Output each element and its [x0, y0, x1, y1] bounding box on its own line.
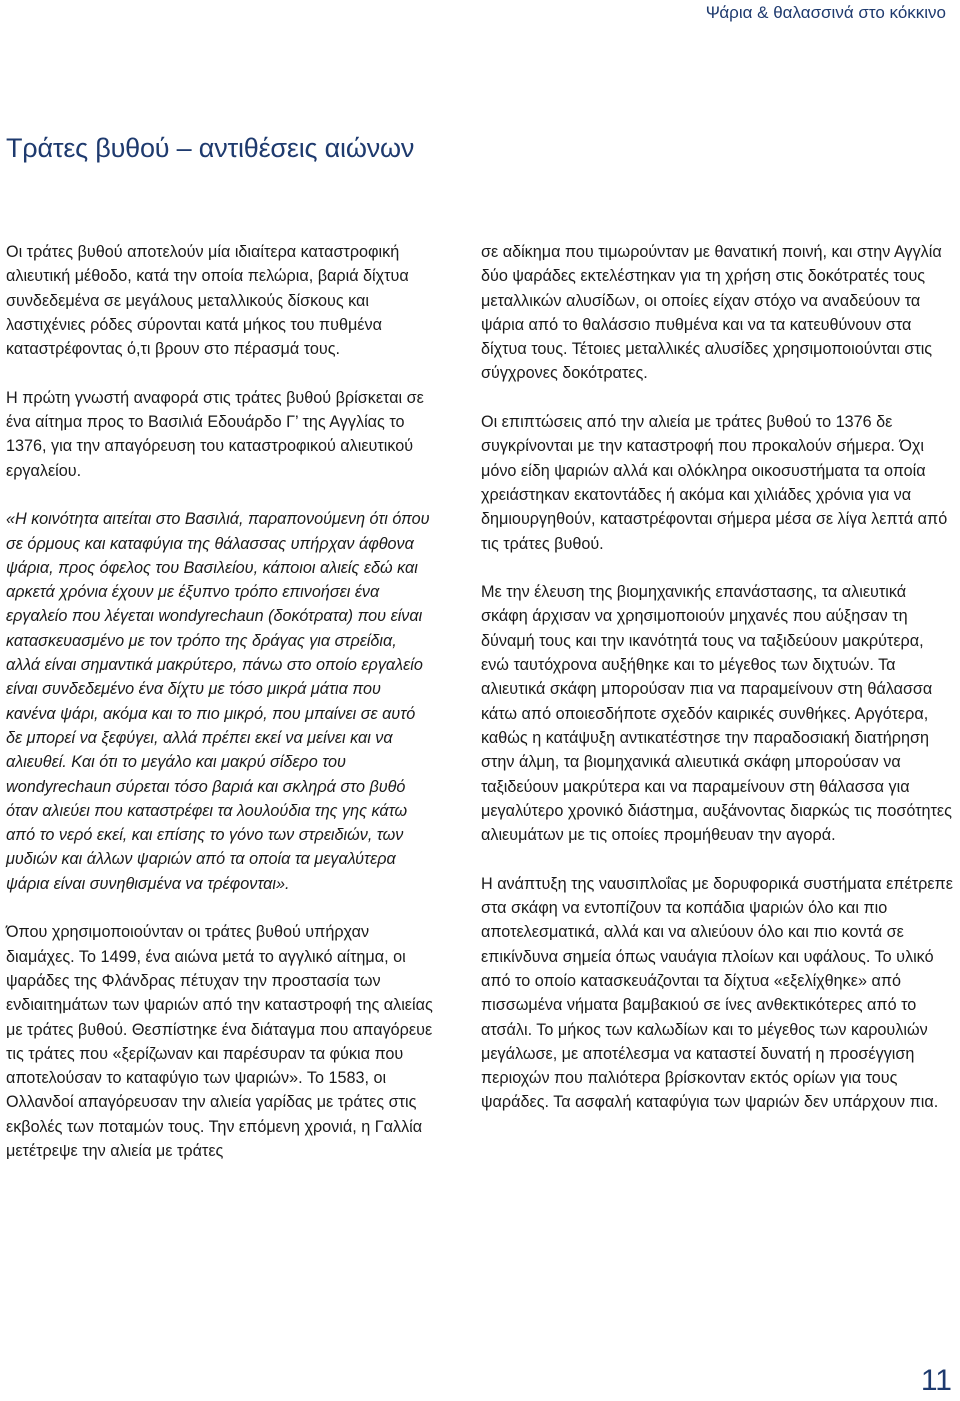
right-paragraph-3: Με την έλευση της βιομηχανικής επανάστασης, τα αλιευτικά σκάφη άρχισαν να χρησιμοποιούν μηχανές που αύξησαν τη δύναμή τους και την ικανότητά τους να ταξιδεύουν μακρύτερα, ενώ ταυτόχρονα αυξήθηκε και το μέγεθος των διχτυών. Τα αλιευτικά σκάφη μπορούσαν πια να παραμείνουν στη θάλασσα κάτω από οποιεσδήποτε σχεδόν καιρικές συνθήκες. Αργότερα, καθώς η κατάψυξη αντικατέστησε την παραδοσιακή διατήρηση στην άλμη, τα βιομηχανικά αλιευτικά σκάφη μπορούσαν να ταξιδεύουν μακρύτερα και να παραμείνουν στη θάλασσα για μεγαλύτερο χρονικό διάστημα, αυξάνοντας διαρκώς τις ποσότητες αλιευμάτων με τις οποίες προμήθευαν την αγορά.: [481, 583, 952, 845]
page-number: 11: [920, 1364, 952, 1397]
left-column: [6, 240, 434, 1163]
right-paragraph-1: σε αδίκημα που τιμωρούνταν με θανατική ποινή, και στην Αγγλία δύο ψαράδες εκτελέστηκαν για τη χρήση στις δοκότρατές τους μεταλλικών αλυσίδων, οι οποίες είχαν στόχο να αναδεύουν τα ψάρια από το θαλάσσιο πυθμένα και να τα κατευθύνουν στα δίχτυα τους. Τέτοιες μεταλλικές αλυσίδες χρησιμοποιούνται στις σύγχρονες δοκότρατες.: [481, 243, 942, 383]
left-paragraph-1: Οι τράτες βυθού αποτελούν μία ιδιαίτερα καταστροφική αλιευτική μέθοδο, κατά την οποία πελώρια, βαριά δίχτυα συνδεδεμένα σε μεγάλους μεταλλικούς δίσκους και λαστιχένιες ρόδες σύρονται κατά μήκος του πυθμένα καταστρέφοντας ό,τι βρουν στο πέρασμά τους.: [6, 243, 409, 359]
petition-quote: «Η κοινότητα αιτείται στο Βασιλιά, παραπονούμενη ότι όπου σε όρμους και καταφύγια της θάλασσας υπήρχαν άφθονα ψάρια, προς όφελος του Βασιλείου, κάποιοι αλιείς εδώ και αρκετά χρόνια έχουν με έξυπνο τρόπο επινοήσει ένα εργαλείο που λέγεται wondyrechaun (δοκότρατα) που είναι κατασκευασμένο με τον τρόπο της δράγας για στρείδια, αλλά είναι σημαντικά μακρύτερο, πάνω στο οποίο εργαλείο είναι συνδεδεμένο ένα δίχτυ με τόσο μικρά μάτια που κανένα ψάρι, ακόμα και το πιο μικρό, που μπαίνει σε αυτό δε μπορεί να ξεφύγει, αλλά πρέπει εκεί να μείνει και να αλιευθεί. Και ότι το μεγάλο και μακρύ σίδερο του wondyrechaun σύρεται τόσο βαριά και σκληρά στο βυθό όταν αλιεύει που καταστρέφει τα λουλούδια της γης κάτω από το νερό εκεί, και επίσης το γόνο των στρειδιών, των μυδιών και άλλων ψαριών από τα οποία τα μεγαλύτερα ψάρια είναι συνηθισμένα να τρέφονται».: [6, 510, 430, 893]
right-column: [481, 240, 955, 1115]
right-paragraph-4: Η ανάπτυξη της ναυσιπλοΐας με δορυφορικά συστήματα επέτρεπε στα σκάφη να εντοπίζουν τα κοπάδια ψαριών όλο και πιο αποτελεσματικά, αλλά και να αλιεύουν όλο και πιο κοντά σε επικίνδυνα σημεία όπως ναυάγια πλοίων και υφάλους. Το υλικό από το οποίο κατασκευάζονται τα δίχτυα «εξελίχθηκε» από πισσωμένα νήματα βαμβακιού σε ίνες ανθεκτικότερες από το ατσάλι. Το μήκος των καλωδίων και το μέγεθος των καρουλιών μεγάλωσε, με αποτέλεσμα να καταστεί δυνατή η προσέγγιση περιοχών που παλιότερα βρίσκονταν εκτός ορίων για τους ψαράδες. Τα ασφαλή καταφύγια των ψαριών δεν υπάρχουν πια.: [481, 874, 953, 1112]
running-header: Ψάρια & θαλασσινά στο κόκκινο: [705, 3, 946, 22]
left-paragraph-3: Όπου χρησιμοποιούνταν οι τράτες βυθού υπήρχαν διαμάχες. Το 1499, ένα αιώνα μετά το αγγλικό αίτημα, οι ψαράδες της Φλάνδρας πέτυχαν την προστασία των ενδιαιτημάτων των ψαριών από την καταστροφή της αλιείας με τράτες βυθού. Θεσπίστηκε ένα διάταγμα που απαγόρευε τις τράτες που «ξερίζωναν και παρέσυραν τα φύκια που αποτελούσαν το καταφύγιο των ψαριών». Το 1583, οι Ολλανδοί απαγόρευσαν την αλιεία γαρίδας με τράτες στις εκβολές των ποταμών τους. Την επόμενη χρονιά, η Γαλλία μετέτρεψε την αλιεία με τράτες: [6, 923, 433, 1160]
left-paragraph-2: Η πρώτη γνωστή αναφορά στις τράτες βυθού βρίσκεται σε ένα αίτημα προς το Βασιλιά Εδουάρδο Γ’ της Αγγλίας το 1376, για την απαγόρευση του καταστροφικού αλιευτικού εργαλείου.: [6, 388, 424, 480]
page-title: Τράτες βυθού – αντιθέσεις αιώνων: [6, 133, 415, 163]
right-paragraph-2: Οι επιπτώσεις από την αλιεία με τράτες βυθού το 1376 δε συγκρίνονται με την καταστροφή που προκαλούν σήμερα. Όχι μόνο είδη ψαριών αλλά και ολόκληρα οικοσυστήματα τα οποία χρειάστηκαν εκατοντάδες ή ακόμα και χιλιάδες χρόνια για να δημιουργηθούν, καταστρέφονται σήμερα μέσα σε λίγα λεπτά από τις τράτες βυθού.: [481, 413, 948, 553]
